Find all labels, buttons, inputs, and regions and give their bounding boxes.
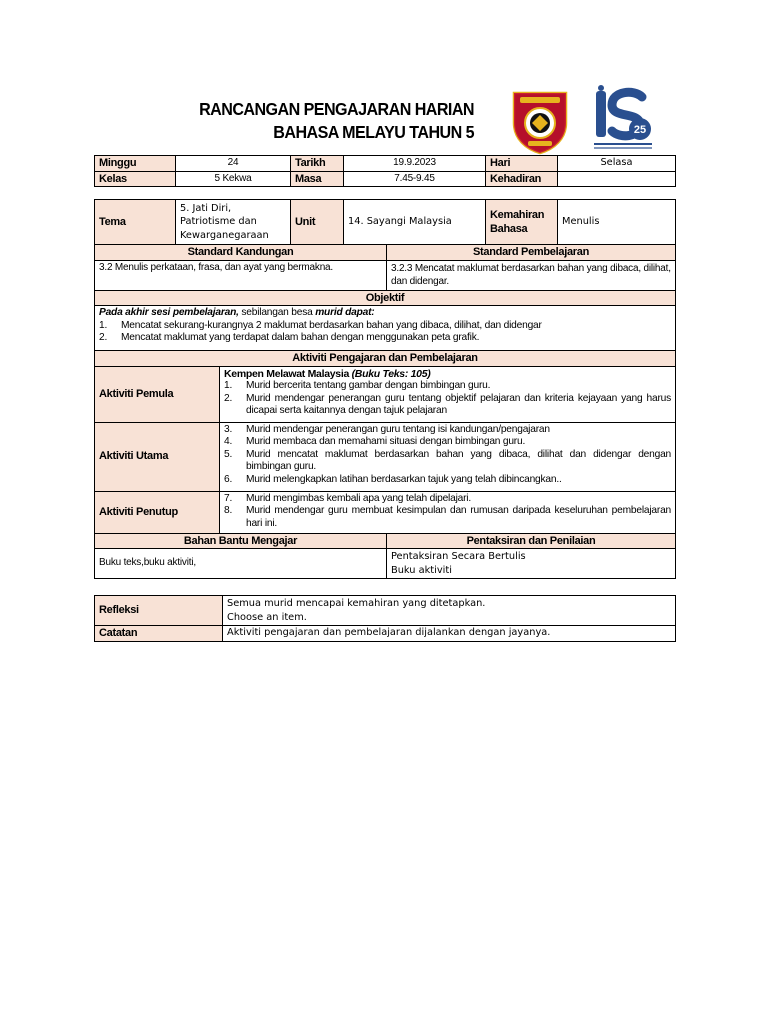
list-item	[224, 393, 671, 418]
list-text: Murid mencatat maklumat berdasarkan bahan yang dibaca, dilihat dan didengar dengan bimbingan guru.	[246, 448, 672, 472]
objektif-list	[99, 320, 671, 345]
utama-list	[224, 424, 671, 487]
list-text: Murid mendengar penerangan guru tentang isi kandungan/pengajaran	[246, 423, 550, 435]
standard-pembelajaran-value: 3.2.3 Mencatat maklumat berdasarkan bahan yang dibaca, dilihat, dan didengar.	[387, 260, 676, 290]
list-text: Murid mendengar penerangan guru tentang objektif pelajaran dan kriteria kejayaan yang harus dicapai serta kaitannya dengan tajuk pelajaran	[246, 392, 672, 416]
catatan-value: Aktiviti pengajaran dan pembelajaran dijalankan dengan jayanya.	[223, 626, 676, 642]
pentaksiran-header: Pentaksiran dan Penilaian	[387, 533, 676, 549]
list-item	[99, 332, 671, 345]
unit-label: Unit	[291, 200, 344, 245]
list-item	[224, 380, 671, 393]
bbm-header: Bahan Bantu Mengajar	[95, 533, 387, 549]
list-item	[224, 474, 671, 487]
objektif-header: Objektif	[95, 290, 676, 306]
list-item	[99, 320, 671, 333]
masa-value: 7.45-9.45	[344, 171, 486, 187]
aktiviti-pemula-content	[220, 366, 676, 422]
reflection-table	[94, 595, 676, 642]
list-text: Murid mendengar guru membuat kesimpulan dan rumusan daripada keseluruhan pembelajaran hari ini.	[246, 505, 672, 529]
kehadiran-label: Kehadiran	[486, 171, 558, 187]
tarikh-label: Tarikh	[291, 156, 344, 172]
list-number: 3.	[224, 423, 233, 435]
objektif-intro-a: Pada akhir sesi pembelajaran,	[99, 307, 239, 318]
kelas-value: 5 Kekwa	[176, 171, 291, 187]
tarikh-value: 19.9.2023	[344, 156, 486, 172]
tema-value: 5. Jati Diri, Patriotisme dan Kewarganegaraan	[176, 200, 291, 245]
kehadiran-value	[558, 171, 676, 187]
tema-label: Tema	[95, 200, 176, 245]
standard-kandungan-header: Standard Kandungan	[95, 245, 387, 261]
list-text: Mencatat maklumat yang terdapat dalam bahan dengan menggunakan peta grafik.	[121, 332, 480, 343]
pemula-title	[224, 368, 671, 381]
aktiviti-penutup-content	[220, 491, 676, 533]
list-number: 5.	[224, 448, 233, 460]
refleksi-choose-item[interactable]: Choose an item.	[227, 611, 307, 623]
list-item	[224, 505, 671, 530]
list-number: 2.	[224, 392, 233, 404]
aktiviti-pemula-label: Aktiviti Pemula	[95, 366, 220, 422]
objektif-intro	[99, 307, 671, 320]
lesson-plan-table	[94, 199, 676, 579]
pentaksiran-value	[387, 549, 676, 579]
pemula-list	[224, 380, 671, 418]
bbm-value: Buku teks,buku aktiviti,	[95, 549, 387, 579]
page-title-line2: BAHASA MELAYU TAHUN 5	[273, 122, 474, 142]
page-title-line1: RANCANGAN PENGAJARAN HARIAN	[199, 99, 474, 119]
hari-label: Hari	[486, 156, 558, 172]
list-item	[224, 493, 671, 506]
list-number: 4.	[224, 436, 233, 447]
list-text: Murid bercerita tentang gambar dengan bimbingan guru.	[246, 380, 491, 391]
list-number: 1.	[99, 319, 108, 331]
penutup-list	[224, 493, 671, 531]
catatan-label: Catatan	[95, 626, 223, 642]
aktiviti-utama-content	[220, 422, 676, 491]
objektif-section	[95, 306, 676, 351]
kemahiran-value: Menulis	[558, 200, 676, 245]
standard-pembelajaran-header: Standard Pembelajaran	[387, 245, 676, 261]
pemula-title-a: Kempen Melawat Malaysia	[224, 367, 352, 380]
info-table	[94, 155, 676, 187]
list-text: Murid mengimbas kembali apa yang telah dipelajari.	[246, 492, 472, 504]
list-item	[224, 449, 671, 474]
svg-text:25: 25	[633, 124, 647, 136]
list-text: Mencatat sekurang-kurangnya 2 maklumat berdasarkan bahan yang dibaca, dilihat, dan didengar	[121, 319, 542, 331]
kelas-label: Kelas	[95, 171, 176, 187]
aktiviti-penutup-label: Aktiviti Penutup	[95, 491, 220, 533]
refleksi-line1: Semua murid mencapai kemahiran yang ditetapkan.	[227, 598, 486, 609]
list-item	[224, 436, 671, 449]
list-text: Murid membaca dan memahami situasi dengan bimbingan guru.	[246, 436, 526, 447]
pentaksiran-line1: Pentaksiran Secara Bertulis	[391, 551, 526, 562]
unit-value: 14. Sayangi Malaysia	[344, 200, 486, 245]
list-number: 1.	[224, 380, 233, 391]
pentaksiran-line2: Buku aktiviti	[391, 564, 452, 576]
refleksi-label: Refleksi	[95, 596, 223, 626]
masa-label: Masa	[291, 171, 344, 187]
list-item	[224, 424, 671, 437]
aktiviti-header: Aktiviti Pengajaran dan Pembelajaran	[95, 351, 676, 367]
pemula-title-b: (Buku Teks: 105)	[351, 367, 431, 380]
list-number: 2.	[99, 332, 108, 343]
standard-kandungan-value: 3.2 Menulis perkataan, frasa, dan ayat yang bermakna.	[95, 260, 387, 290]
hari-value: Selasa	[558, 156, 676, 172]
list-text: Murid melengkapkan latihan berdasarkan tajuk yang telah dibincangkan..	[246, 473, 562, 485]
objektif-intro-b: sebilangan besa	[238, 307, 316, 318]
aktiviti-utama-label: Aktiviti Utama	[95, 422, 220, 491]
kemahiran-label: Kemahiran Bahasa	[486, 200, 558, 245]
list-number: 6.	[224, 473, 233, 485]
minggu-label: Minggu	[95, 156, 176, 172]
objektif-intro-c: murid dapat:	[315, 307, 375, 318]
shield-emblem-icon	[510, 89, 570, 155]
minggu-value: 24	[176, 156, 291, 172]
list-number: 8.	[224, 505, 233, 516]
list-number: 7.	[224, 492, 233, 504]
is25-logo-icon	[590, 85, 656, 151]
refleksi-value	[223, 596, 676, 626]
